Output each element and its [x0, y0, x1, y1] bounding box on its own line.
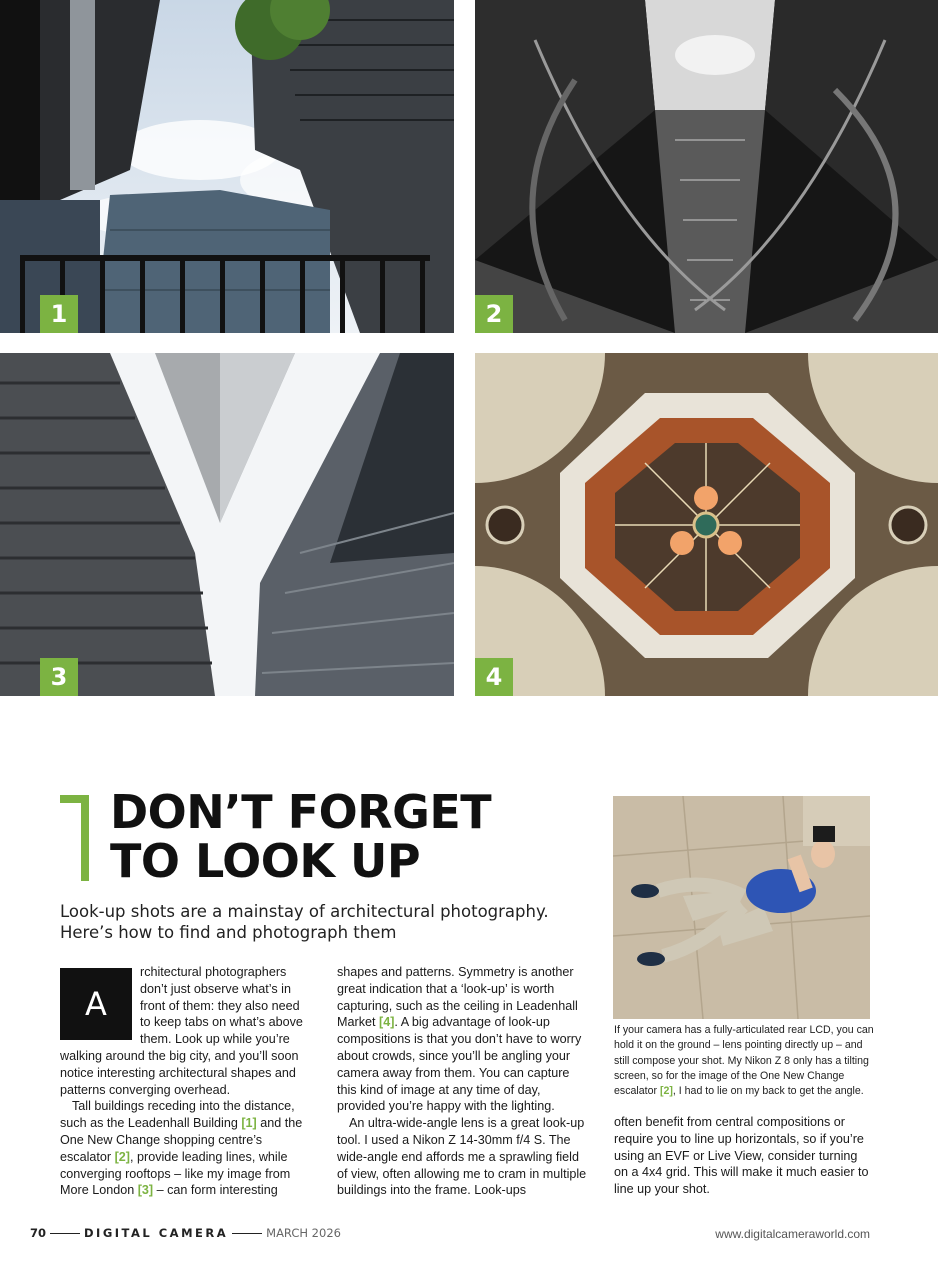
photo-caption [614, 1023, 876, 1099]
standfirst: Look-up shots are a mainstay of architectural photography. Here’s how to find and photograph them [60, 902, 549, 942]
photo-number-badge: 3 [40, 658, 78, 696]
image-reference: [2] [114, 1149, 131, 1164]
photo-number-badge: 1 [40, 295, 78, 333]
body-paragraph [60, 964, 312, 1098]
photo-number-badge: 4 [475, 658, 513, 696]
body-text: . A big advantage of look-up compositions is that you don’t have to worry about crowds, since you’ll be angling your camera away from them. You can capture this kind of image at any time of day, provided you’re happy with the lighting. [337, 1015, 582, 1114]
photo-1 [0, 0, 454, 333]
body-column-2 [337, 964, 589, 1199]
photo-number-badge: 2 [475, 295, 513, 333]
photo-4 [475, 353, 938, 696]
section-number-one [60, 795, 89, 881]
body-text: shapes and patterns. Symmetry is another great indication that a ‘look-up’ is worth capturing, such as the ceiling in Leadenhall Market [337, 965, 578, 1030]
magazine-name: DIGITAL CAMERA [84, 1226, 229, 1240]
photo-2 [475, 0, 938, 333]
footer-rule [232, 1233, 262, 1234]
photographer-lying-photo [613, 796, 870, 1019]
headline [110, 785, 590, 888]
image-reference: [4] [379, 1015, 395, 1030]
caption-text: If your camera has a fully-articulated rear LCD, you can hold it on the ground – lens pointing directly up – and still compose your shot. My Nikon Z 8 only has a tilting screen, so for the image of the One New Change escalator [614, 1024, 874, 1098]
body-paragraph: An ultra-wide-angle lens is a great look-up tool. I used a Nikon Z 14-30mm f/4 S. The wide-angle end affords me a sprawling field of view, often allowing me to cram in multiple buildings into the frame. Look-ups [337, 1116, 587, 1198]
body-paragraph [60, 1098, 312, 1199]
body-text: and the One New Change shopping centre’s escalator [60, 1116, 303, 1164]
body-paragraph: often benefit from central compositions or require you to line up horizontals, so if you’re using an EVF or Live View, consider turning on a 4x4 grid. This will make it much easier to line up your shot. [614, 1115, 869, 1197]
footer-rule [50, 1233, 80, 1234]
image-reference: [1] [241, 1116, 257, 1131]
page-footer [30, 1226, 341, 1240]
issue-date: MARCH 2026 [266, 1226, 341, 1240]
image-reference: [2] [659, 1085, 673, 1098]
body-text: Tall buildings receding into the distance, such as the Leadenhall Building [60, 1099, 295, 1131]
website-url: www.digitalcameraworld.com [715, 1227, 870, 1241]
body-text: , provide leading lines, while converging rooftops – like my image from More London [60, 1149, 291, 1198]
body-column-1 [60, 964, 312, 1199]
headline-line-1: DON’T FORGET [110, 785, 492, 839]
headline-line-2: TO LOOK UP [110, 834, 421, 888]
image-reference: [3] [137, 1183, 154, 1198]
photo-3 [0, 353, 454, 696]
body-paragraph [337, 964, 589, 1115]
body-column-3 [614, 1114, 874, 1198]
body-text: – can form interesting [153, 1183, 278, 1198]
page-number: 70 [30, 1226, 47, 1240]
caption-text: , I had to lie on my back to get the angle. [672, 1085, 864, 1098]
body-text: rchitectural photographers don’t just observe what’s in front of them: they also need to keep tabs on what’s above them. Look up while you’re walking around the big city, and you’ll soon notice interesting architectural shapes and patterns converging overhead. [60, 965, 303, 1097]
drop-cap: A [60, 968, 132, 1040]
